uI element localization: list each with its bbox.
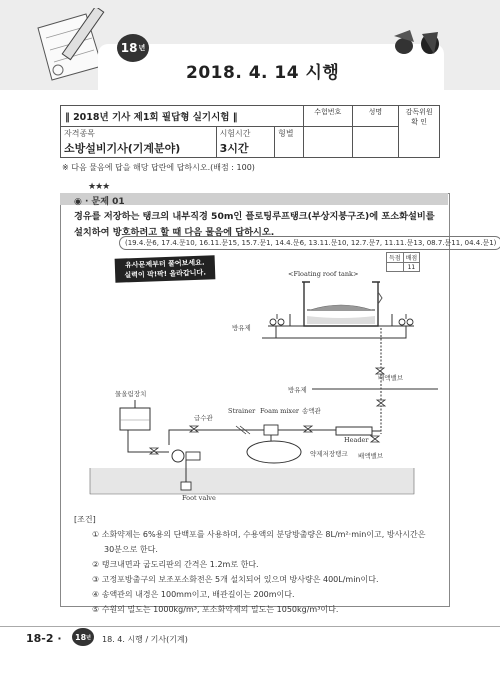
stamp-badge: 유사문제부터 풀어보세요. 실력이 팍!팍! 올라갑니다. xyxy=(115,255,216,282)
drain-valve-label: 배액밸브 xyxy=(358,452,384,460)
foam-pipe-label: 송액관 xyxy=(302,407,321,415)
header-label: Header xyxy=(344,436,369,444)
condition-item: ① 소화약제는 6%용의 단백포를 사용하며, 수용액의 분당방출량은 8L/m²·min이고, 방사시간은 xyxy=(92,530,426,539)
foot-valve-label: Foot valve xyxy=(182,494,216,502)
priming-label: 물올림장치 xyxy=(115,390,147,398)
footer-year-badge: 18 년 xyxy=(72,628,94,646)
conditions-label: [조건] xyxy=(74,515,96,524)
question-text: 경유를 저장하는 탱크의 내부직경 50m인 플로팅루프탱크(부상지붕구조)에 포소화설비를 설치하여 방호하려고 할 때 다음 물음에 답하시오. xyxy=(74,211,435,238)
concentrate-tank-label: 약제저장탱크 xyxy=(310,450,348,458)
mascot-icon xyxy=(388,26,446,62)
exam-name: ‖ 2018년 기사 제1회 필답형 실기시험 ‖ xyxy=(61,106,304,127)
concentrate-tank xyxy=(247,441,301,463)
condition-item: ③ 고정포방출구의 보조포소화전은 5개 설치되어 있으며 방사량은 400L/min이다. xyxy=(92,575,379,584)
strainer-label: Strainer xyxy=(228,407,256,415)
hydrant-left xyxy=(270,314,284,325)
foot-valve xyxy=(181,482,191,490)
footer-text: 18. 4. 시행 / 기사(기계) xyxy=(102,635,188,644)
pump xyxy=(172,450,184,462)
valve-right-label: 배액밸브 xyxy=(378,374,404,382)
score-box: 득점 배점 11 xyxy=(386,252,420,272)
floating-roof xyxy=(310,305,372,310)
condition-item: 30분으로 한다. xyxy=(104,545,158,554)
exam-no-input[interactable] xyxy=(303,127,352,158)
foam-system-diagram xyxy=(66,262,442,502)
dike-label-left: 방유제 xyxy=(232,324,251,332)
condition-item: ② 탱크내면과 굽도리판의 간격은 1.2m로 한다. xyxy=(92,560,259,569)
condition-item: ⑤ 수원의 밀도는 1000kg/m³, 포소화약제의 밀도는 1050kg/m³이다. xyxy=(92,605,339,614)
name-label: 성명 xyxy=(352,106,399,127)
foam-mixer xyxy=(264,425,278,435)
exam-no-label: 수험번호 xyxy=(303,106,352,127)
page-number: 18-2 · xyxy=(26,632,62,645)
subject-cell: 자격종목 소방설비기사(기계분야) xyxy=(61,127,217,158)
dike-label: 방유제 xyxy=(288,386,307,394)
footer-divider xyxy=(0,626,500,627)
roof-tank-label: <Floating roof tank> xyxy=(288,270,359,278)
hydrant-right xyxy=(399,314,413,325)
header-manifold xyxy=(336,427,372,435)
type-cell: 형별 xyxy=(275,127,304,158)
gate-valve-label: 급수관 xyxy=(194,414,213,422)
foam-mixer-label: Foam mixer xyxy=(260,407,300,415)
name-input[interactable] xyxy=(352,127,399,158)
time-cell: 시험시간 3시간 xyxy=(216,127,275,158)
priming-tank xyxy=(120,408,150,430)
reference-list: (19.4.문6, 17.4.문10, 16.11.문15, 15.7.문1, 14.4.문6, 13.11.문10, 12.7.문7, 11.11.문13, 08.7.문11, 04.4.문1) xyxy=(119,236,500,250)
page-title: 2018. 4. 14 시행 xyxy=(186,63,340,83)
problem-tag: ◉ · 문제 01 xyxy=(74,197,125,207)
difficulty-stars: ★★★ xyxy=(88,182,110,192)
year-badge: 18 년 xyxy=(117,34,149,62)
instruction: ※ 다음 물음에 답을 해당 답란에 답하시오.(배점 : 100) xyxy=(62,163,255,172)
exam-info-table xyxy=(60,105,440,158)
pump-motor xyxy=(186,452,200,460)
condition-item: ④ 송액관의 내경은 100mm이고, 배관길이는 200m이다. xyxy=(92,590,295,599)
verify-label: 감독위원 확 인 xyxy=(399,106,440,158)
